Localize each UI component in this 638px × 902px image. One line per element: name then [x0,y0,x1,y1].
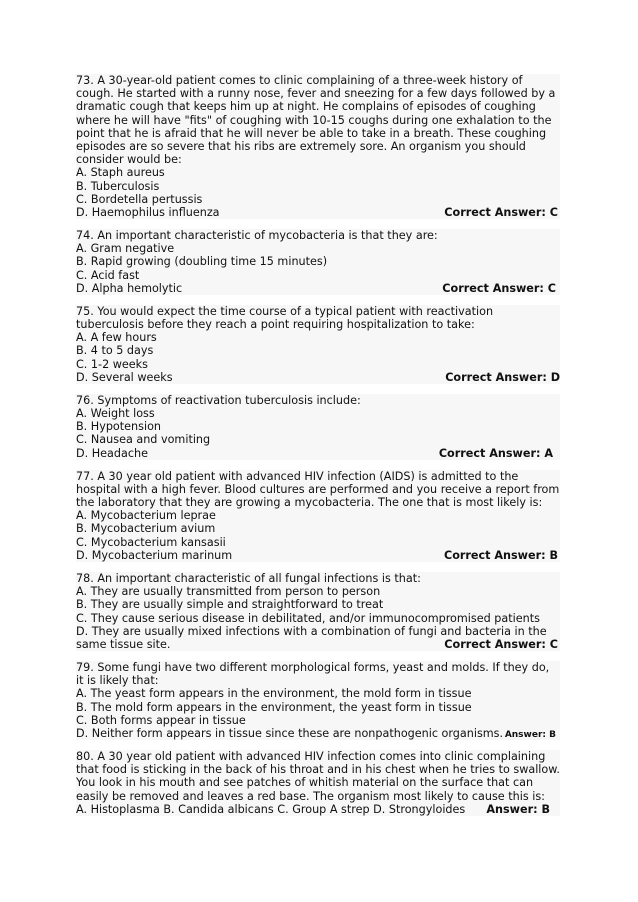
option: D. Neither form appears in tissue since these are nonpathogenic organisms. [76,726,504,740]
option: C. 1-2 weeks [76,357,148,371]
option: A. Gram negative [76,242,175,256]
option: B. 4 to 5 days [76,344,154,358]
question-78 [76,572,560,651]
option: C. Nausea and vomiting [76,433,211,447]
question-76 [76,394,560,460]
question-75 [76,305,560,384]
option-row [76,625,560,651]
option: C. They cause serious disease in debilitated, and/or immunocompromised patients [76,611,540,625]
option: A. The yeast form appears in the environment, the mold form in tissue [76,687,472,701]
question-80 [76,749,564,816]
correct-answer: Answer: B [486,802,550,816]
option: A. Staph aureus [76,166,165,180]
option: D. Haemophilus influenza [76,206,220,220]
option-row [76,549,560,562]
correct-answer: Correct Answer: C [444,637,558,651]
question-73 [76,74,560,219]
question-stem: 73. A 30-year-old patient comes to clinic complaining of a three-week history of cough. He started with a runny nose, fever and sneezing for a few days followed by a dramatic cough that keeps him up at night. He complains of episodes of coughing where he will have "fits" of coughing with 10-15 coughs during one exhalation to the point that he is afraid that he will never be able to take in a breath. These coughing episodes are so severe that his ribs are extremely sore. An organism you should consider would be: [76,74,559,167]
option: B. Rapid growing (doubling time 15 minutes) [76,255,328,269]
correct-answer: Correct Answer: C [444,206,558,220]
question-stem: 76. Symptoms of reactivation tuberculosis include: [76,393,361,407]
option: B. Mycobacterium avium [76,522,216,536]
question-stem: 79. Some fungi have two different morphological forms, yeast and molds. If they do, it is likely that: [76,660,553,688]
option: A. Histoplasma B. Candida albicans C. Group A strep D. Strongyloides [76,802,466,816]
question-page [76,74,564,826]
option-row [76,727,560,740]
option-row [76,206,560,219]
option: A. They are usually transmitted from person to person [76,585,381,599]
option: A. A few hours [76,331,157,345]
option-row [76,803,560,816]
option: C. Acid fast [76,268,140,282]
option: A. Mycobacterium leprae [76,509,216,523]
option: C. Bordetella pertussis [76,192,203,206]
option: D. Several weeks [76,370,173,384]
correct-answer: Correct Answer: C [442,281,556,295]
option: B. They are usually simple and straightforward to treat [76,598,384,612]
option: D. Alpha hemolytic [76,281,183,295]
question-stem: 77. A 30 year old patient with advanced HIV infection (AIDS) is admitted to the hospital with a high fever. Blood cultures are performed and you receive a report from the laboratory that they are growing a mycobacteria. The one that is most likely is: [76,469,563,510]
question-stem: 78. An important characteristic of all fungal infections is that: [76,571,421,585]
question-77 [76,469,563,562]
question-stem: 80. A 30 year old patient with advanced HIV infection comes into clinic complaining that food is sticking in the back of his throat and in his chest when he tries to swallow. You look in his mouth and see patches of whitish material on the surface that can easily be removed and leaves a red base. The organism most likely to cause this is: [76,749,564,803]
question-stem: 74. An important characteristic of mycobacteria is that they are: [76,229,438,243]
option-row [76,282,560,295]
option: B. The mold form appears in the environment, the yeast form in tissue [76,700,472,714]
correct-answer: Correct Answer: B [443,548,558,562]
correct-answer: Answer: B [504,729,556,740]
option: D. Mycobacterium marinum [76,548,233,562]
option: C. Mycobacterium kansasii [76,535,226,549]
question-stem: 75. You would expect the time course of a typical patient with reactivation tuberculosis before they reach a point requiring hospitalization to take: [76,304,497,332]
correct-answer: Correct Answer: A [438,446,553,460]
option: A. Weight loss [76,407,155,421]
option: D. They are usually mixed infections with a combination of fungi and bacteria in the same tissue site. [76,624,547,651]
option: D. Headache [76,446,148,460]
question-79 [76,661,560,740]
correct-answer: Correct Answer: D [445,370,560,384]
option: B. Tuberculosis [76,179,160,193]
option-row [76,371,560,384]
option-row [76,447,560,460]
question-74 [76,229,560,295]
option: B. Hypotension [76,420,161,434]
option: C. Both forms appear in tissue [76,713,246,727]
